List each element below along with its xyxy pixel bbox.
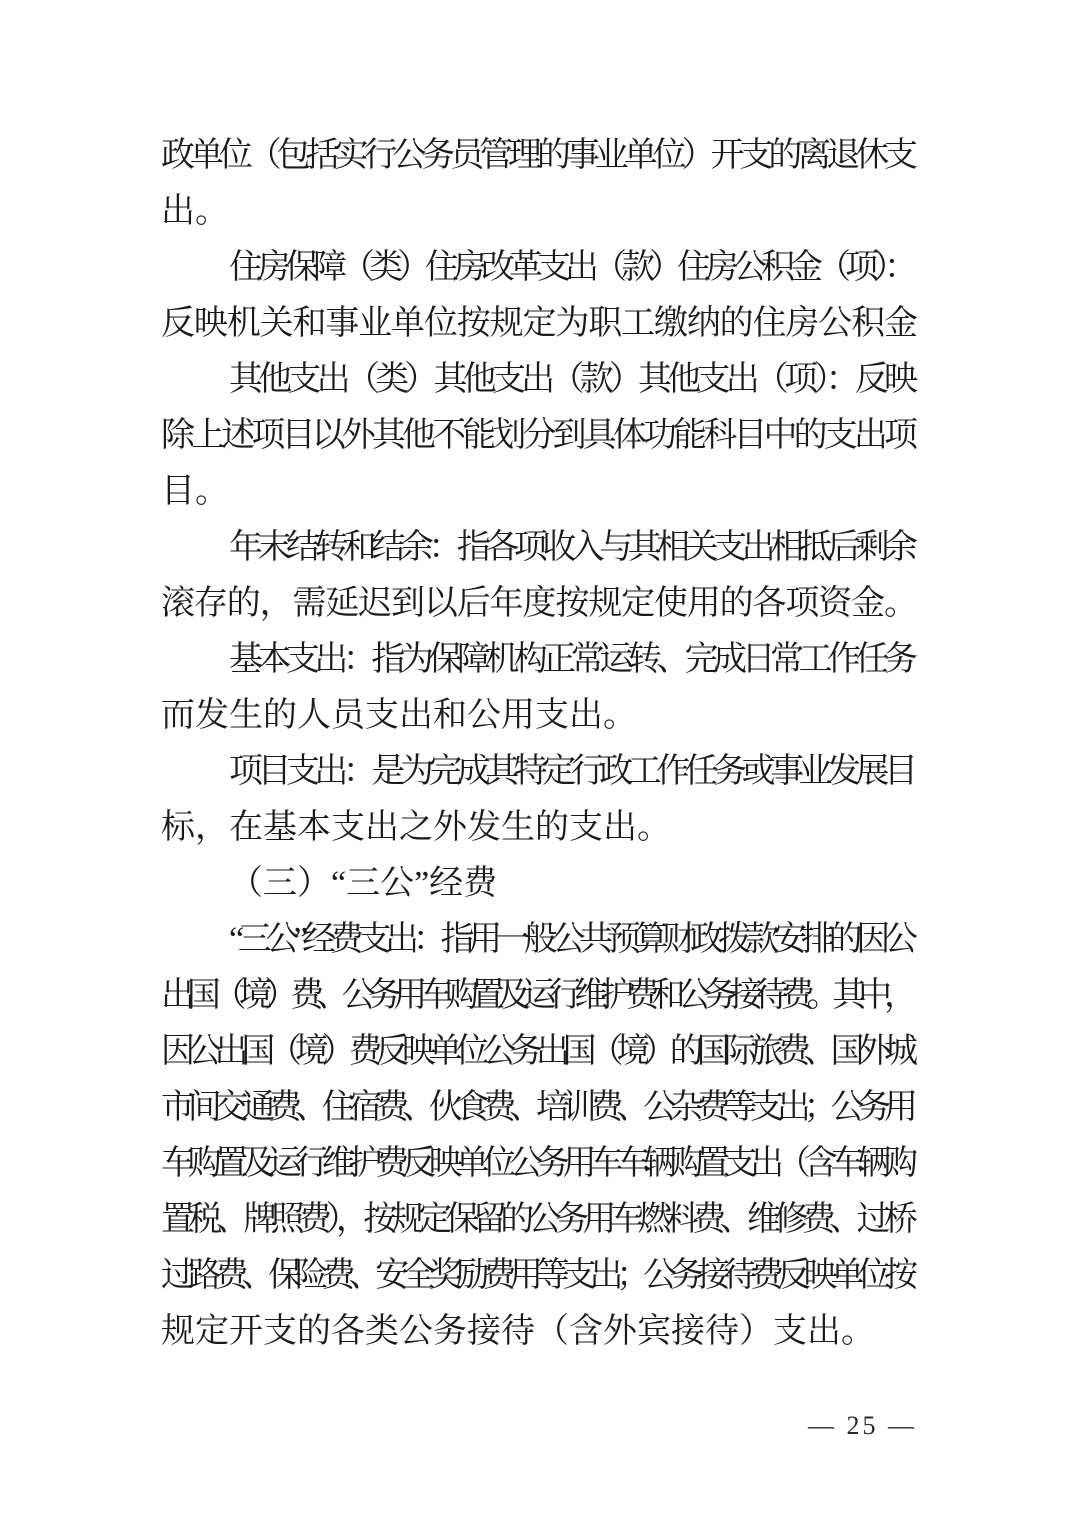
text-line [161, 184, 918, 240]
text-line-content: 出。 [161, 193, 229, 230]
text-line [161, 1248, 918, 1304]
text-line-content: 基本支出：指为保障机构正常运转、完成日常工作任务 [229, 641, 913, 678]
text-line [161, 632, 918, 688]
text-line-content: 滚存的，需延迟到以后年度按规定使用的各项资金。 [161, 585, 917, 622]
text-line-content: 住房保障（类）住房改革支出（款）住房公积金（项）： [229, 249, 912, 286]
text-line [161, 1080, 918, 1136]
text-line-content: 因公出国（境）费反映单位公务出国（境）的国际旅费、国外城 [161, 1033, 911, 1070]
text-line-content: 项目支出：是为完成其特定行政工作任务或事业发展目 [229, 753, 913, 790]
text-line-content: 政单位（包括实行公务员管理的事业单位）开支的离退休支 [161, 137, 913, 174]
text-line [161, 744, 918, 800]
text-line-content: （三）“三公”经费 [229, 865, 498, 902]
text-line-content: 过路费、保险费、安全奖励费用等支出；公务接待费反映单位按 [161, 1257, 911, 1294]
text-line-content: 而发生的人员支出和公用支出。 [161, 697, 637, 734]
text-line-content: 规定开支的各类公务接待（含外宾接待）支出。 [161, 1313, 875, 1350]
text-line [161, 688, 918, 744]
page-number: — 25 — [808, 1411, 917, 1440]
text-line [161, 520, 918, 576]
text-line-content: “三公”经费支出：指用一般公共预算财政拨款安排的因公 [229, 921, 912, 958]
text-line-content: 标，在基本支出之外发生的支出。 [161, 809, 671, 846]
text-line-content: 置税、牌照费），按规定保留的公务用车燃料费、维修费、过桥 [161, 1201, 912, 1238]
text-line [161, 1024, 918, 1080]
text-line-content: 反映机关和事业单位按规定为职工缴纳的住房公积金 [161, 305, 917, 342]
text-line [161, 1192, 918, 1248]
text-line [161, 968, 918, 1024]
text-line [161, 1304, 918, 1360]
text-line [161, 1136, 918, 1192]
text-line-content: 其他支出（类）其他支出（款）其他支出（项）：反映 [229, 361, 914, 398]
text-line-content: 目。 [161, 473, 229, 510]
text-line [161, 296, 918, 352]
text-line [161, 352, 918, 408]
text-line [161, 464, 918, 520]
text-line [161, 408, 918, 464]
text-line [161, 856, 918, 912]
text-line-content: 车购置及运行维护费反映单位公务用车车辆购置支出（含车辆购 [161, 1145, 911, 1182]
text-line [161, 576, 918, 632]
text-line-content: 除上述项目以外其他不能划分到具体功能科目中的支出项 [161, 417, 915, 454]
text-line [161, 912, 918, 968]
text-line-content: 市间交通费、住宿费、伙食费、培训费、公杂费等支出；公务用 [161, 1089, 911, 1126]
text-line-content: 出国（境）费、公务用车购置及运行维护费和公务接待费。其中， [161, 977, 910, 1014]
page-footer [808, 1406, 917, 1446]
document-body [161, 128, 918, 1360]
text-line [161, 800, 918, 856]
text-line [161, 240, 918, 296]
text-line [161, 128, 918, 184]
text-line-content: 年末结转和结余：指各项收入与其相关支出相抵后剩余 [229, 529, 913, 566]
